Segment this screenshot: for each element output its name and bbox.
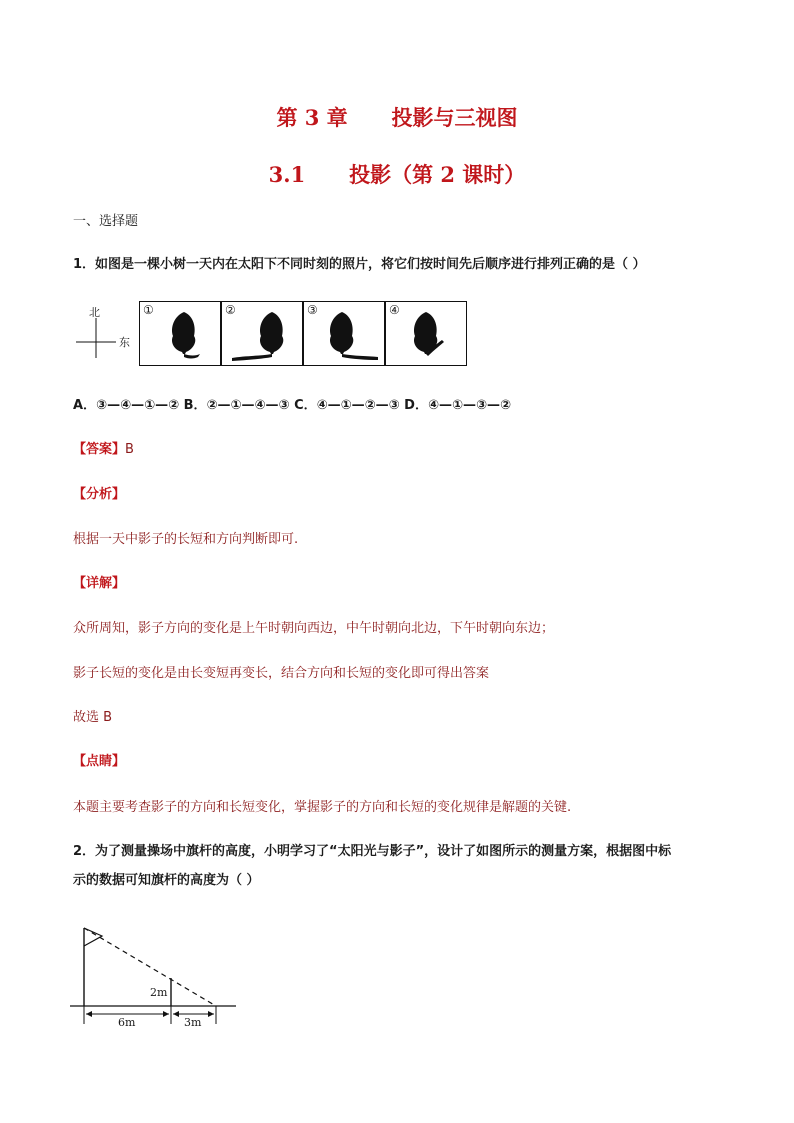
compass-icon [72,302,142,362]
q2-stem-line-1: 2．为了测量操场中旗杆的高度，小明学习了“太阳光与影子”，设计了如图所示的测量方案，根据图中标 [73,844,672,859]
compass-figure [72,302,142,362]
photo-label: ② [225,303,236,317]
analysis-tag: 【分析】 [73,487,126,502]
photo-label: ① [143,303,154,317]
distance-3m-label: 3m [184,1016,202,1029]
q2-stem-line-2: 示的数据可知旗杆的高度为（ ） [73,873,260,888]
photo-label: ③ [307,303,318,317]
tree-photos-figure [139,301,467,367]
compass-north-label: 北 [89,306,100,319]
q1-options: A．③—④—①—② B．②—①—④—③ C．④—①—②—③ D．④—①—③—② [73,398,511,413]
q1-answer [73,441,134,459]
compass-east-label: 东 [119,336,130,349]
detail-line-1: 众所周知，影子方向的变化是上午时朝向西边，中午时朝向北边，下午时朝向东边； [73,621,555,636]
answer-tag: 【答案】 [73,442,126,457]
distance-6m-label: 6m [118,1016,136,1029]
section-label: 一、选择题 [73,214,139,229]
analysis-text: 根据一天中影子的长短和方向判断即可. [73,532,299,547]
photo-label: ④ [389,303,400,317]
photo-2 [221,301,303,366]
flagpole-figure [68,920,248,1030]
flagpole-diagram [68,920,248,1030]
detail-line-3: 故选 B [73,710,113,725]
chapter-title: 第 3 章 投影与三视图 [276,105,518,130]
photo-3 [303,301,385,366]
detail-tag: 【详解】 [73,576,126,591]
answer-value: B [125,442,134,457]
photo-4 [385,301,467,366]
stick-height-label: 2m [150,986,168,999]
detail-line-2: 影子长短的变化是由长变短再变长，结合方向和长短的变化即可得出答案 [73,666,490,681]
photo-1 [139,301,221,366]
section-title: 3.1 投影（第 2 课时） [268,162,526,187]
comment-text: 本题主要考查影子的方向和长短变化，掌握影子的方向和长短的变化规律是解题的关键. [73,800,572,815]
comment-tag: 【点睛】 [73,754,126,769]
q1-stem: 1．如图是一棵小树一天内在太阳下不同时刻的照片，将它们按时间先后顺序进行排列正确的是（ ） [73,257,646,272]
